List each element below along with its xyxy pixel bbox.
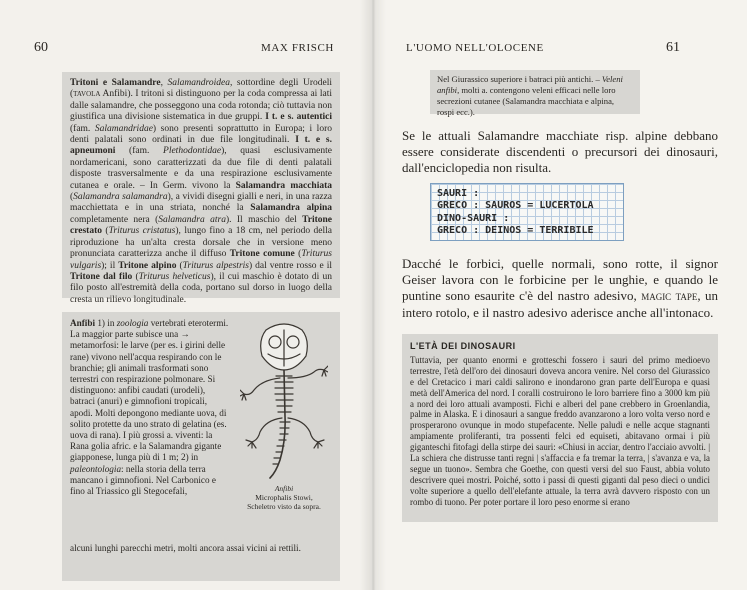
anfibi-text-run: vertebrati eterotermi. La maggior parte subisce una → metamorfosi: le larve (per es. i girini delle rane) vivono nell'acqua respirando con le branchie; gli animali trasformati sono terrestri con respirazione polmonare. Si distinguono: anfibi caudati (urodeli), batraci (anuri) e gimnofioni tropicali, apodi. Molti depongono mediante uova, di solito protette da uno strato di gelatina (es. uova di rana). I più grossi a. viventi: la Rana golia afric. e la Salamandra gigante giapponese, lunga più di 1 m; 2) in xyxy=(70,318,229,463)
tritoni-text-run: ), lungo fino a 18 cm, nel periodo della riproduzione ha un'alta cresta dorsale che in versione meno pronunciata caratterizza anche il diffuso xyxy=(70,226,332,260)
running-head-left: MAX FRISCH xyxy=(261,42,334,54)
tritoni-text-run: Salamandroidea xyxy=(167,78,230,88)
tritoni-text-run: ( xyxy=(176,260,183,271)
note-line-2: GRECO : SAUROS = LUCERTOLA xyxy=(437,200,594,212)
tritoni-text-run: Salamandra macchiata xyxy=(235,180,332,191)
scissors-text-run: , un intero rotolo, e il nastro adesivo aderisce anche all'intonaco. xyxy=(402,288,718,320)
paragraph-scissors xyxy=(402,256,718,321)
tritoni-text-run: Triturus cristatus xyxy=(108,226,176,237)
tritoni-text-run: Tritone dal filo xyxy=(70,271,133,282)
running-head-right: L'UOMO NELL'OLOCENE xyxy=(406,42,544,54)
tritoni-text-run: , xyxy=(160,78,168,88)
anfibi-text-run: Anfibi xyxy=(70,318,96,328)
anfibi-text-run: paleontologia xyxy=(70,463,122,474)
tritoni-text-run: ) sono presenti soprattutto in Europa; i loro denti palatali sono ordinati in due file longitudinali. xyxy=(70,123,332,146)
tritoni-text-run: ), quasi esclusivamente nordamericani, sono caratterizzati da due file di denti palatali disposte trasversalmente e da una respirazione esclusivamente cutanea e orale. – In Germ. vivono la xyxy=(70,146,332,191)
tritoni-text-run: Salamandra atra xyxy=(158,214,226,225)
paragraph-salamanders: Se le attuali Salamandre macchiate risp. alpine debbano essere considerate discendenti o precursori dei dinosauri, dall'enciclopedia non risulta. xyxy=(402,128,718,176)
handwritten-note xyxy=(430,183,624,241)
dinosaur-age-box xyxy=(402,334,718,522)
tritoni-text-run: Tritone alpino xyxy=(118,260,177,271)
amphibian-venom-paragraph xyxy=(437,74,633,118)
anfibi-text-run: : nella storia della terra mancano i gimnofioni. Nel Carbonico e fino al Triassico gli Stegocefali, xyxy=(70,463,216,497)
tritoni-text-run: , sottordine degli Urodeli ( xyxy=(70,78,332,100)
anfibi-paragraph-end: alcuni lunghi parecchi metri, molti ancora assai vicini ai rettili. xyxy=(70,543,301,553)
tritoni-text-run: ), il cui maschio è dotato di un filo posto all'estremità della coda, portano sul dorso in luogo della cresta un rilievo longitudinale. xyxy=(70,271,332,305)
note-line-3: DINO-SAURI : xyxy=(437,212,510,224)
dinosaur-box-title: L'ETÀ DEI DINOSAURI xyxy=(410,341,516,351)
tritoni-text-run: Plethodontidae xyxy=(163,146,222,157)
tritoni-text-run: ( xyxy=(70,192,74,203)
venom-text-run: , molti a. contengono veleni efficaci nelle loro secrezioni cutanee (Salamandra macchiata e alpina, rospi ecc.). xyxy=(437,85,616,117)
tritoni-text-run: Tritone crestato xyxy=(70,214,332,237)
anfibi-text-run: zoologia xyxy=(116,318,149,328)
tritoni-text-run: Triturus alpestris xyxy=(182,260,249,271)
caption-title: Anfibi xyxy=(274,484,294,493)
tritoni-text-run: Anfibi). I tritoni si distinguono per la coda compressa ai lati dalle salamandre, che posseggono una coda rotonda; ciò tuttavia non giustifica una divisione sistematica in due gruppi. xyxy=(70,89,332,123)
tritoni-text-run: ); il xyxy=(101,260,119,271)
page-number-right: 61 xyxy=(666,40,680,55)
venom-text-run: Veleni anfibi xyxy=(437,74,623,95)
tritoni-text-run: ), a vividi disegni gialli e neri, in una razza macchiettata e in una striata, nonché la xyxy=(70,192,332,214)
dinosaur-box-text: Tuttavia, per quanto enormi e grotteschi fossero i sauri del primo medioevo terrestre, l'età dell'oro dei dinosauri doveva ancora venire. Nel corso del Giurassico e del Cretacico i mari caldi salirono e inondarono gran parte dell'Europa e quasi metà dell'America del nord. I coralli costruirono le loro barriere fino a 3000 km più a nord dei loro attuali avamposti. Fichi e alberi del pane crebbero in Groenlandia, palme in Alaska. E i dinosauri a sangue freddo avanzarono a loro volta verso nord e prosperarono ovunque in modo stupefacente. Nelle paludi e nelle acque stagnanti ampiamente proliferanti, tra possenti felci ed equiseti, abitavano ormai i più giganteschi fitofagi della stirpe dei sauri: «Chiusi in acciar, dentro l'acciaio avvolti. | La schiera che distrusse tanti regni | s'affaccia e fa tremar la terra, | s'avanza e va, la segue un tuono». Sembra che Goethe, con questi versi del suo Faust, abbia voluto descrivere quei mostri. Poiché, sotto i passi di questi giganti dal peso dieci o undici volte superiore a quello dell'elefante attuale, la terra avrà davvero risposto con un rombo di tuono. Per poter portare il loro peso enorme si erano xyxy=(410,354,710,507)
caption-line-2: Scheletro visto da sopra. xyxy=(247,502,321,511)
note-line-4: GRECO : DEINOS = TERRIBILE xyxy=(437,224,594,236)
tritoni-text-run: Triturus vulgaris xyxy=(70,249,332,271)
tritoni-text-run: Tritoni e Salamandre xyxy=(70,78,161,88)
tritoni-text-run: Tritone comune xyxy=(229,249,295,260)
tritoni-text-run: tavola xyxy=(73,89,101,100)
anfibi-box xyxy=(62,312,340,581)
tritoni-text-run: ( xyxy=(294,249,302,260)
tritoni-text-run: I t. e s. autentici xyxy=(265,112,332,123)
amphibian-venom-box xyxy=(430,70,640,117)
note-line-1: SAURI : xyxy=(437,188,480,199)
right-page xyxy=(372,0,747,590)
left-page xyxy=(0,0,372,590)
tritoni-text-run: ) dal ventre rosso e il xyxy=(248,260,333,271)
tritoni-text-run: ( xyxy=(102,226,109,237)
tritoni-text-run: Salamandra salamandra xyxy=(73,192,168,203)
tritoni-text-run: (fam. xyxy=(70,123,95,134)
tritoni-text-run: ( xyxy=(132,271,139,282)
page-number-left: 60 xyxy=(34,40,48,55)
tritoni-text-run: completamente nera ( xyxy=(70,214,159,225)
tritoni-text-run: Salamandra alpina xyxy=(250,203,332,214)
tritoni-box xyxy=(62,72,340,305)
scissors-text-run: magic tape xyxy=(641,288,698,304)
anfibi-paragraph xyxy=(70,318,230,497)
figure-caption xyxy=(230,484,338,511)
tritoni-paragraph xyxy=(70,78,332,306)
tritoni-text-run: ). Il maschio del xyxy=(225,214,303,225)
anfibi-text-run: 1) in xyxy=(95,318,117,328)
scissors-text-run: Dacché le forbici, quelle normali, sono rotte, il signor Geiser lavora con le forbicine per le unghie, e quando le puntine sono esaurite c'è del nastro adesivo, xyxy=(402,256,718,304)
tritoni-text-run: Triturus helveticus xyxy=(138,271,211,282)
venom-text-run: Nel Giurassico superiore i batraci più antichi. – xyxy=(437,74,602,84)
tritoni-text-run: Salamandridae xyxy=(94,123,153,134)
salamander-skeleton-icon xyxy=(240,320,328,480)
caption-line-1: Microphalis Stowi, xyxy=(255,493,313,502)
tritoni-text-run: (fam. xyxy=(115,146,164,157)
tritoni-text-run: I t. e s. apneumoni xyxy=(70,135,332,157)
